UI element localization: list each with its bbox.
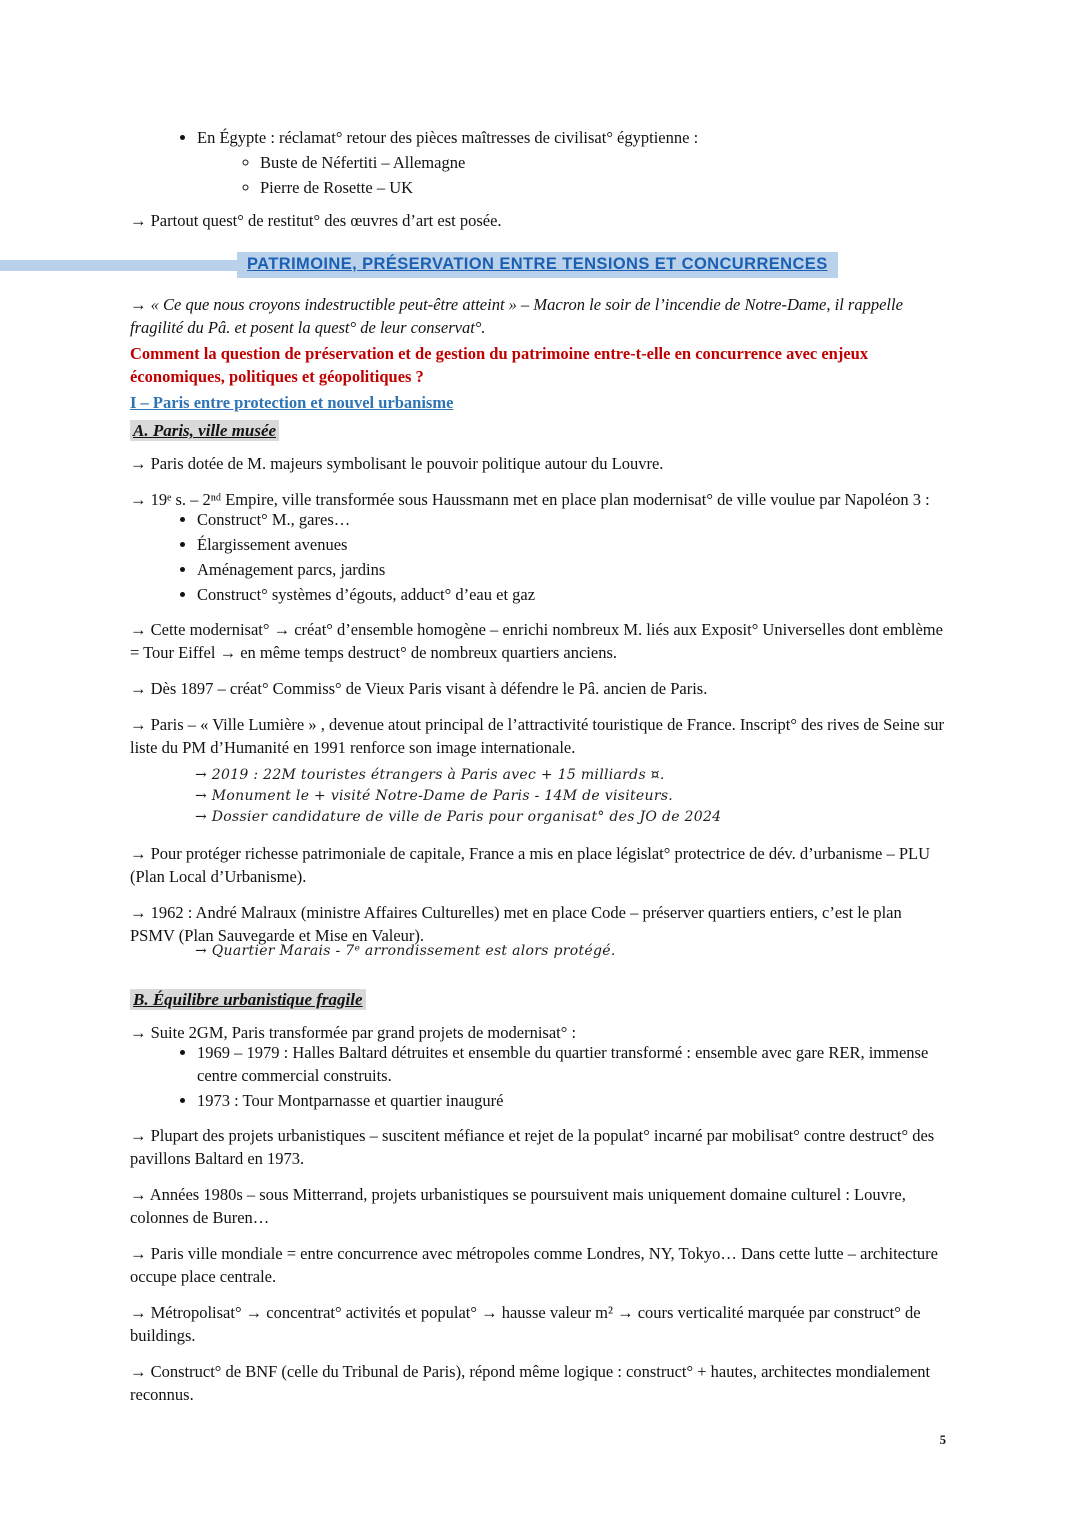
page-number: 5 [939,1433,946,1447]
bullet-item [197,126,950,199]
arrow-paragraph: → Métropolisat° → concentrat° activités et populat° → hausse valeur m² → cours verticalité marquée par construct° de buildings. [130,1303,921,1345]
handwritten-notes [195,765,950,828]
sub-bullet-item [260,176,950,199]
restitution-bullet-list [130,126,950,199]
arrow-paragraph: → Dès 1897 – créat° Commiss° de Vieux Paris visant à défendre le Pâ. ancien de Paris. [130,679,708,698]
bullet-text: Élargissement avenues [197,535,348,554]
handwritten-note: → Monument le + visité Notre-Dame de Paris - 14M de visiteurs. [195,788,674,804]
bullet-text: 1973 : Tour Montparnasse et quartier inauguré [197,1091,504,1110]
section-b-heading: B. Équilibre urbanistique fragile [130,989,366,1010]
bullet-text: Aménagement parcs, jardins [197,560,386,579]
bullet-item [197,558,950,581]
arrow-paragraph: → 19ᵉ s. – 2ⁿᵈ Empire, ville transformée sous Haussmann met en place plan modernisat° de ville voulue par Napoléon 3 : [130,490,930,509]
arrow-paragraph: → Années 1980s – sous Mitterrand, projets urbanistiques se poursuivent mais uniquement domaine culturel : Louvre, colonnes de Buren… [130,1185,906,1227]
page-content [130,126,950,1419]
handwritten-note: → Dossier candidature de ville de Paris pour organisat° des JO de 2024 [195,809,722,825]
problematique-question: Comment la question de préservation et de gestion du patrimoine entre-t-elle en concurrence avec enjeux économiques, politiques et géopolitiques ? [130,344,869,386]
restitution-sub-list [197,151,950,199]
arrow-paragraph: → Cette modernisat° → créat° d’ensemble homogène – enrichi nombreux M. liés aux Exposit° Universelles dont emblème = Tour Eiffel → en même temps destruct° de nombreux quartiers anciens. [130,620,943,662]
arrow-paragraph: → Paris – « Ville Lumière » , devenue atout principal de l’attractivité touristique de France. Inscript° des rives de Seine sur liste du PM d’Humanité en 1991 renforce son image internationale. [130,715,945,757]
sub-bullet-text: Buste de Néfertiti – Allemagne [260,153,466,172]
handwritten-note: → 2019 : 22M touristes étrangers à Paris avec + 15 milliards ¤. [195,767,665,783]
bullet-text: Construct° M., gares… [197,510,351,529]
handwritten-note: → Quartier Marais - 7ᵉ arrondissement est alors protégé. [195,943,616,959]
arrow-paragraph: → 1962 : André Malraux (ministre Affaires Culturelles) met en place Code – préserver quartiers entiers, c’est le plan PSMV (Plan Sauvegarde et Mise en Valeur). [130,903,902,945]
arrow-paragraph: → Suite 2GM, Paris transformée par grand projets de modernisat° : [130,1023,577,1042]
title-highlight-strip [0,260,237,271]
section-b-heading-row [130,988,950,1011]
bullet-item [197,508,950,531]
bullet-text: Construct° systèmes d’égouts, adduct° d’eau et gaz [197,585,536,604]
arrow-paragraph: → Paris ville mondiale = entre concurrence avec métropoles comme Londres, NY, Tokyo… Dans cette lutte – architecture occupe place centrale. [130,1244,938,1286]
chapter-title-banner [0,252,950,278]
part-heading: I – Paris entre protection et nouvel urbanisme [130,393,454,412]
arrow-paragraph: → Partout quest° de restitut° des œuvres d’art est posée. [130,211,502,230]
bullet-item [197,583,950,606]
arrow-paragraph: → Plupart des projets urbanistiques – suscitent méfiance et rejet de la populat° incarné par mobilisat° contre destruct° des pavillons Baltard en 1973. [130,1126,935,1168]
sub-bullet-text: Pierre de Rosette – UK [260,178,414,197]
section-a-heading-row [130,419,950,442]
chapter-title: PATRIMOINE, PRÉSERVATION ENTRE TENSIONS ET CONCURRENCES [237,252,838,278]
bullet-item [197,1041,950,1087]
arrow-paragraph: → Pour protéger richesse patrimoniale de capitale, France a mis en place législat° protectrice de dév. d’urbanisme – PLU (Plan Local d’Urbanisme). [130,844,930,886]
bullet-item [197,1089,950,1112]
arrow-paragraph: → Paris dotée de M. majeurs symbolisant le pouvoir politique autour du Louvre. [130,454,664,473]
arrow-paragraph: → Construct° de BNF (celle du Tribunal de Paris), répond même logique : construct° + hautes, architectes mondialement reconnus. [130,1362,931,1404]
section-a-heading: A. Paris, ville musée [130,420,279,441]
bullet-text: En Égypte : réclamat° retour des pièces maîtresses de civilisat° égyptienne : [197,128,699,147]
modernisation-bullet-list [130,1041,950,1112]
haussmann-bullet-list [130,508,950,606]
bullet-item [197,533,950,556]
bullet-text: 1969 – 1979 : Halles Baltard détruites et ensemble du quartier transformé : ensemble avec gare RER, immense centre commercial construits. [197,1043,929,1085]
quote-paragraph: → « Ce que nous croyons indestructible peut-être atteint » – Macron le soir de l’incendie de Notre-Dame, il rappelle fragilité du Pâ. et posent la quest° de leur conservat°. [130,295,903,337]
sub-bullet-item [260,151,950,174]
